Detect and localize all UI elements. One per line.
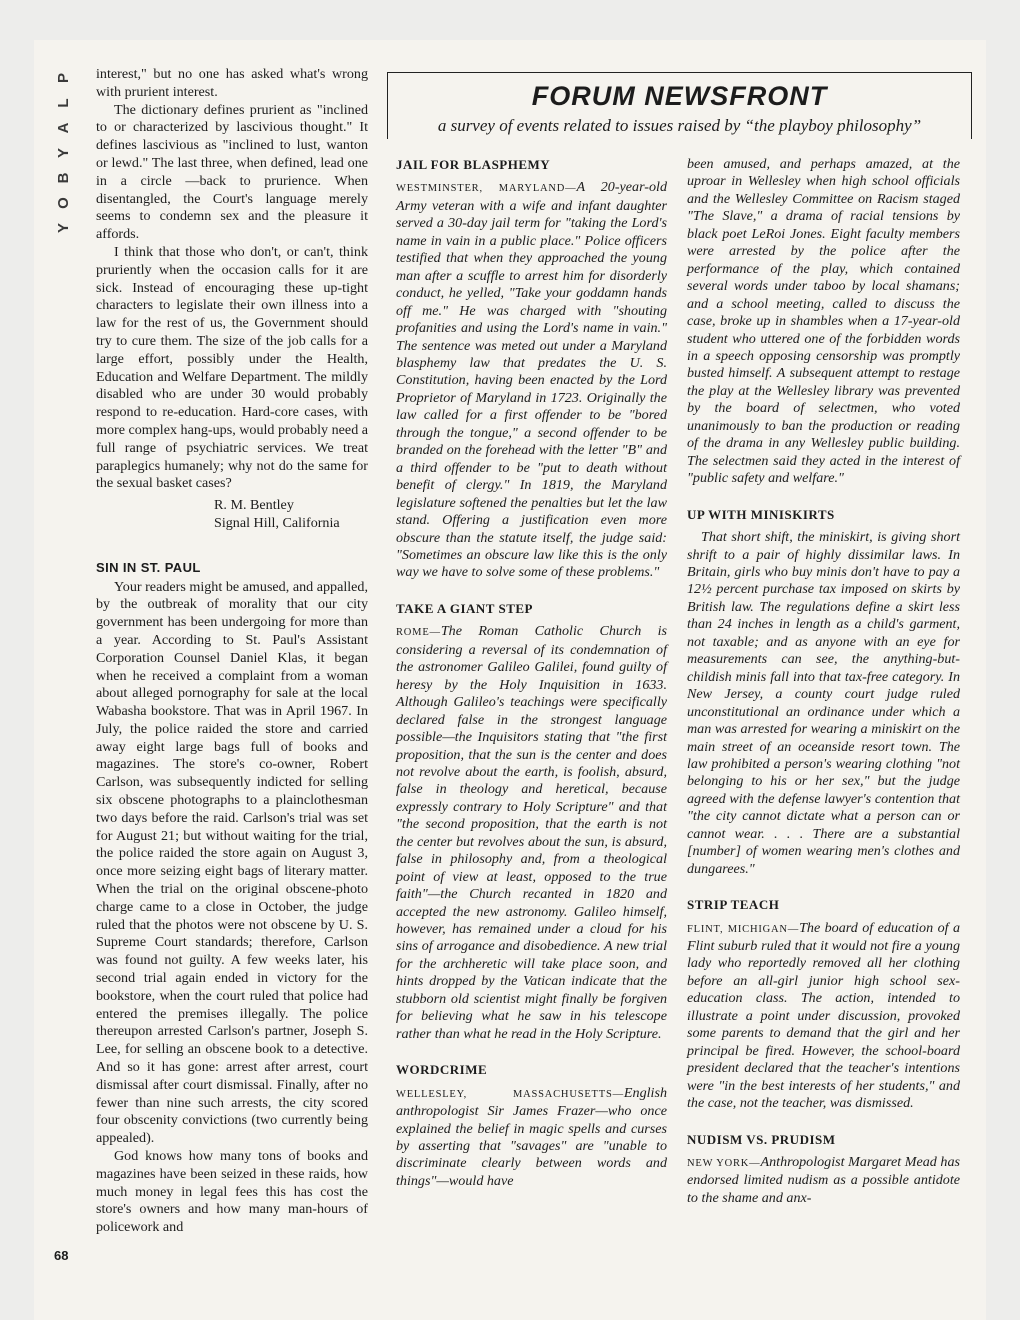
article-heading: WORDCRIME [396,1062,488,1078]
article-heading: NUDISM VS. PRUDISM [687,1131,836,1147]
article-heading: UP WITH MINISKIRTS [687,506,835,522]
article-paragraph: been amused, and perhaps amazed, at the uproar in Wellesley when high school officials and the Wellesley Committee on Racism staged "The Slave," a drama of racial tensions by black poet LeRoi Jones. Eight faculty members were arrested by the police after the performance of the play, which contained several words under taboo by local shamans; and a school meeting, called to discuss the case, broke up in shambles when a 17-year-old student who uttered one of the forbidden words in a speech opposing censorship was promptly busted himself. A subsequent attempt to restage the play at the Wellesley library was prevented by the board of selectmen, who voted unanimously to ban the production or reading of the drama in any Wellesley public building. The selectmen said they acted in the interest of "public safety and welfare." [687,156,960,487]
dateline: WELLESLEY, MASSACHUSETTS— [396,1088,624,1100]
dateline: WESTMINSTER, MARYLAND— [396,183,577,195]
article-paragraph [396,623,667,1043]
title-letter: P [55,73,72,84]
forum-column-right [687,156,960,1207]
forum-subtitle: a survey of events related to issues raised by “the playboy philosophy” [437,116,922,135]
article-text: English anthropologist Sir James Frazer—who once explained the belief in magic spells and curses by asserting that "savages" are "unable to discriminate clearly between words and things"—would have [396,1084,667,1189]
letter-paragraph: Your readers might be amused, and appalled, by the outbreak of morality that our city government has been undergoing for more than a year. According to St. Paul's Assistant Corporation Counsel Daniel Klas, it began when he received a complaint from a woman about alleged pornography for sale at the local Wabasha bookstore. That was in April 1967. In July, the police raided the store and carried away eight large bags full of books and magazines. The store's co-owner, Robert Carlson, was subsequently indicted for selling six obscene photographs to a plainclothesman two days before the raid. Carlson's trial was set for August 21; but without waiting for the trial, the police raided the store again on August 3, once more seizing eight bags of literary matter. When the trial on the original obscene-photo charge came to a close in October, the judge ruled that the photos were not obscene by U. S. Supreme Court standards; therefore, Carlson was found not guilty. A few weeks later, his second trial again ended in victory for the bookstore, when the court ruled that police had entered the premises illegally. The police thereupon arrested Carlson's partner, Joseph S. Lee, for selling an obscene book to a detective. And so it has gone: arrest after arrest, court dismissal after court dismissal. Finally, after no fewer than nine such arrests, the city scored four obscenity convictions (two currently being appealed). [96,578,368,1147]
signature-name: R. M. Bentley [214,497,294,514]
title-letter: Y [55,148,72,159]
dateline: ROME— [396,627,441,639]
article-paragraph [687,920,960,1113]
signature-place: Signal Hill, California [214,514,340,531]
title-letter: L [55,98,72,108]
dateline: NEW YORK— [687,1158,761,1170]
article-paragraph [687,1154,960,1207]
forum-title: FORUM NEWSFRONT [531,81,828,111]
page-number: 68 [54,1248,69,1263]
article-text: Anthropologist Margaret Mead has endorsed limited nudism as a possible antidote to the shame and anx- [687,1154,961,1206]
letter-paragraph: interest," but no one has asked what's wrong with prurient interest. [96,66,368,100]
magazine-title-vertical [56,70,72,236]
letter-paragraph: God knows how many tons of books and magazines have been seized in these raids, how much money in legal fees this has cost the store's owners and how many man-hours of policework and [96,1148,368,1236]
article-heading: STRIP TEACH [687,897,780,913]
dateline: FLINT, MICHIGAN— [687,923,800,935]
title-letter: Y [55,223,72,234]
section-heading: SIN IN ST. PAUL [96,559,201,575]
article-heading: TAKE A GIANT STEP [396,600,533,616]
article-text: The board of education of a Flint suburb ruled that it would not fire a young lady who reportedly removed all her clothing before an all-girl junior high school sex-education class. The action, intended to illustrate a point under discussion, provoked some parents to demand that the girl and her principal be fired. However, the school-board president declared that the teacher's intentions were "in the best interests of her students," and the case, not the teacher, was dismissed. [687,919,960,1112]
article-paragraph: That short shift, the miniskirt, is giving short shrift to a pair of highly dissimilar laws. In Britain, girls who buy minis don't have to pay a 12½ percent purchase tax imposed on skirts by British law. The regulations define a skirt less than 24 inches in length as a child's garment, not taxable; and as anyone with an eye for measurements can see, the anything-but-childish minis fall into that tax-free category. In New Jersey, a county court judge ruled unconstitutional an ordinance under which a man was arrested for wearing a miniskirt on the main street of an oceanside resort town. The law prohibited a person's wearing clothing "not belonging to his or her sex," but the judge agreed with the defense lawyer's contention that "the city cannot dictate what a person can or cannot wear. . . . There are a substantial [number] of women wearing men's clothes and dungarees." [687,529,960,877]
forum-column-left [396,156,667,1190]
forum-header [387,72,972,139]
title-letter: B [55,172,72,184]
letters-column [96,66,368,1237]
letter-paragraph: I think that those who don't, or can't, think pruriently when the occasion calls for it are sick. Instead of encouraging these up-tight characters to legislate their own illness into a law for the rest of us, the Government should try to cure them. The size of the job calls for a large effort, possibly under the Health, Education and Welfare Department. The mildly disabled who are under 30 would probably respond to re-education. Hard-core cases, with more complex hang-ups, would probably need a full range of psychiatric services. We treat paraplegics humanely; why not do the same for the sexual basket cases? [96,243,369,492]
article-paragraph [396,179,667,581]
letter-paragraph: The dictionary defines prurient as "inclined to or characterized by lascivious thought." It defines lascivious as "inclined to lust, wanton or lewd." The last three, when defined, lead one in a circle —back to prurience. When disentangled, the Court's language merely seems to condemn sex and the pleasure it affords. [96,101,368,243]
article-text: The Roman Catholic Church is considering a reversal of its condemnation of the astronomer Galileo Galilei, found guilty of heresy by the Holy Inquisition in 1633. Although Galileo's teachings were specifically declared false in the strongest language possible—the Inquisitors stating that "the first proposition, that the sun is the center and does not revolve about the earth, is foolish, absurd, false in theology and heretical, because expressly contrary to Holy Scripture" and that "the second proposition, that the earth is not the center but revolves about the sun, is absurd, false in philosophy and, from a theological point of view at least, opposed to the true faith"—the Church recanted in 1820 and accepted the new astronomy. Galileo himself, however, has remained under a cloud for his sins of arrogance and disobedience. A new trial for the archheretic will take place soon, and hints dropped by the Vatican indicate that the stubborn old scientist might finally be forgiven for believing what he saw in his telescope rather than what he read in the Holy Scripture. [396,623,667,1042]
article-text: A 20-year-old Army veteran with a wife and infant daughter served a 30-day jail term for "taking the Lord's name in vain in a public place." Police officers testified that when they approached the young man after a scuffle to arrest him for disorderly conduct, he yelled, "Take your goddamn hands off me." He was charged with "shouting profanities and using the Lord's name in vain." The sentence was meted out under a Maryland blasphemy law that predates the U. S. Constitution, having been enacted by the Lord Proprietor of Maryland in 1723. Originally the law called for a first offender to be "bored through the tongue," a second offender to be branded on the forehead with the letter "B" and a third offender to be "put to death without benefit of clergy." In 1819, the Maryland legislature softened the penalties but let the law stand. Offering a justification even more obscure than the statute itself, the judge said: "Sometimes an obscure law like this is the only way we have to solve some of these problems." [396,179,667,581]
article-heading: JAIL FOR BLASPHEMY [396,157,551,172]
forum-newsfront [387,72,972,1302]
article-paragraph [396,1085,667,1191]
magazine-page [34,40,986,1320]
title-letter: A [55,122,72,134]
title-letter: O [55,197,72,209]
